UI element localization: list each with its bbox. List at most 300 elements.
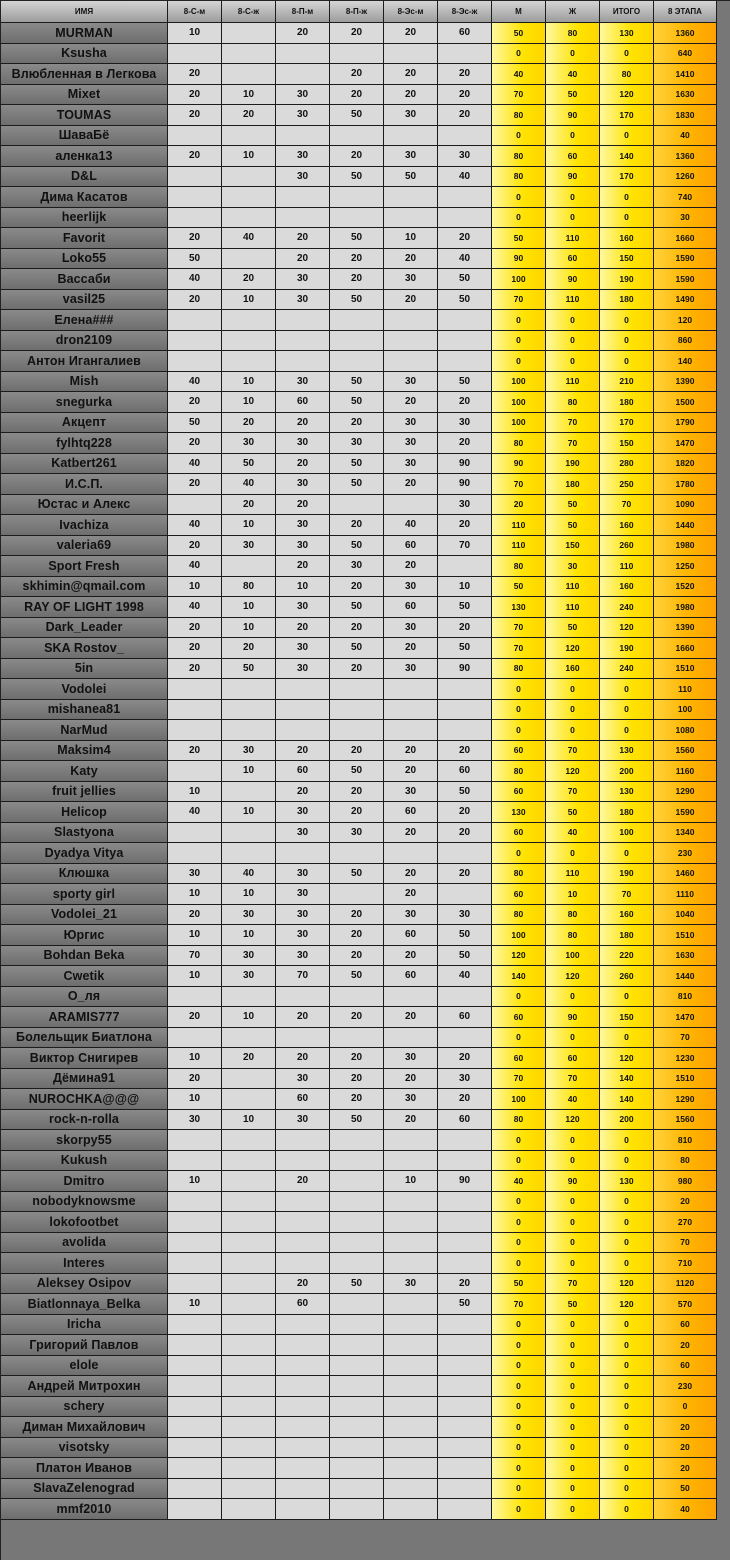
sum-total: 0 (600, 700, 654, 721)
sum-zh: 70 (546, 782, 600, 803)
score-8-p-zh: 50 (330, 167, 384, 188)
score-8-s-zh: 20 (222, 495, 276, 516)
sum-zh: 110 (546, 577, 600, 598)
total-8-stages: 1160 (654, 761, 717, 782)
sum-total: 240 (600, 659, 654, 680)
score-8-p-zh: 50 (330, 290, 384, 311)
sum-zh: 0 (546, 331, 600, 352)
sum-m: 0 (492, 1315, 546, 1336)
sum-m: 80 (492, 105, 546, 126)
score-8-es-m (384, 843, 438, 864)
score-8-p-zh: 50 (330, 228, 384, 249)
sum-m: 0 (492, 1028, 546, 1049)
sum-m: 100 (492, 392, 546, 413)
sum-total: 190 (600, 864, 654, 885)
score-8-es-m: 30 (384, 659, 438, 680)
sum-m: 80 (492, 761, 546, 782)
sum-zh: 120 (546, 1110, 600, 1131)
score-8-es-m: 60 (384, 536, 438, 557)
score-8-s-m (168, 1335, 222, 1356)
score-8-p-zh: 50 (330, 597, 384, 618)
score-8-p-zh: 20 (330, 925, 384, 946)
total-8-stages: 1230 (654, 1048, 717, 1069)
score-8-es-m (384, 331, 438, 352)
sum-total: 130 (600, 741, 654, 762)
score-8-s-m: 40 (168, 556, 222, 577)
total-8-stages: 1440 (654, 515, 717, 536)
score-8-es-zh: 20 (438, 433, 492, 454)
score-8-es-zh: 30 (438, 146, 492, 167)
score-8-s-m (168, 1438, 222, 1459)
score-8-s-zh (222, 720, 276, 741)
total-8-stages: 1520 (654, 577, 717, 598)
total-8-stages: 20 (654, 1438, 717, 1459)
sum-zh: 190 (546, 454, 600, 475)
score-8-es-m (384, 1130, 438, 1151)
score-8-s-m: 10 (168, 23, 222, 44)
score-8-p-zh: 30 (330, 556, 384, 577)
sum-m: 0 (492, 1130, 546, 1151)
score-8-s-m: 40 (168, 597, 222, 618)
participant-name: Interes (1, 1253, 168, 1274)
score-8-es-zh: 50 (438, 372, 492, 393)
score-8-s-m: 50 (168, 249, 222, 270)
score-8-es-zh: 60 (438, 1007, 492, 1028)
score-8-es-zh: 20 (438, 802, 492, 823)
sum-m: 70 (492, 1069, 546, 1090)
participant-name: Антон Игангалиев (1, 351, 168, 372)
sum-zh: 0 (546, 1356, 600, 1377)
participant-name: Sport Fresh (1, 556, 168, 577)
participant-name: D&L (1, 167, 168, 188)
sum-zh: 0 (546, 1397, 600, 1418)
score-8-p-m: 30 (276, 1069, 330, 1090)
score-8-p-zh: 20 (330, 249, 384, 270)
sum-total: 0 (600, 1315, 654, 1336)
score-8-s-m: 40 (168, 515, 222, 536)
score-8-p-zh: 50 (330, 105, 384, 126)
sum-zh: 60 (546, 146, 600, 167)
score-8-s-m: 30 (168, 1110, 222, 1131)
sum-zh: 90 (546, 1171, 600, 1192)
sum-total: 280 (600, 454, 654, 475)
total-8-stages: 1040 (654, 905, 717, 926)
score-8-p-m: 30 (276, 925, 330, 946)
score-8-es-zh: 30 (438, 1069, 492, 1090)
participant-name: Андрей Митрохин (1, 1376, 168, 1397)
total-8-stages: 860 (654, 331, 717, 352)
score-8-es-zh (438, 1315, 492, 1336)
score-8-s-m: 10 (168, 577, 222, 598)
score-8-s-m: 10 (168, 1294, 222, 1315)
score-8-s-m (168, 126, 222, 147)
sum-total: 190 (600, 269, 654, 290)
sum-m: 0 (492, 1438, 546, 1459)
score-8-es-m (384, 1315, 438, 1336)
score-8-s-zh (222, 700, 276, 721)
score-8-p-m: 20 (276, 23, 330, 44)
sum-zh: 50 (546, 1294, 600, 1315)
sum-total: 0 (600, 1130, 654, 1151)
sum-zh: 120 (546, 638, 600, 659)
sum-zh: 70 (546, 1274, 600, 1295)
participant-name: Katbert261 (1, 454, 168, 475)
score-8-p-zh (330, 331, 384, 352)
participant-name: Дима Касатов (1, 187, 168, 208)
sum-zh: 0 (546, 1376, 600, 1397)
sum-total: 0 (600, 310, 654, 331)
score-8-s-zh: 10 (222, 925, 276, 946)
score-8-s-zh: 10 (222, 1110, 276, 1131)
score-8-s-zh (222, 64, 276, 85)
score-8-s-m (168, 1417, 222, 1438)
header-8-es-m: 8-Эс-м (384, 1, 438, 23)
score-8-s-zh: 20 (222, 1048, 276, 1069)
score-8-s-zh (222, 1438, 276, 1459)
score-8-p-zh: 50 (330, 638, 384, 659)
score-8-es-zh: 20 (438, 823, 492, 844)
score-8-s-m: 20 (168, 618, 222, 639)
sum-zh: 120 (546, 761, 600, 782)
sum-m: 0 (492, 1499, 546, 1520)
participant-name: Aleksey Osipov (1, 1274, 168, 1295)
sum-zh: 50 (546, 495, 600, 516)
score-8-p-m: 30 (276, 597, 330, 618)
sum-m: 0 (492, 843, 546, 864)
score-8-s-m: 10 (168, 1048, 222, 1069)
participant-name: Григорий Павлов (1, 1335, 168, 1356)
sum-zh: 0 (546, 720, 600, 741)
participant-name: rock-n-rolla (1, 1110, 168, 1131)
sum-zh: 0 (546, 1130, 600, 1151)
total-8-stages: 20 (654, 1417, 717, 1438)
score-8-p-zh (330, 884, 384, 905)
total-8-stages: 30 (654, 208, 717, 229)
sum-m: 0 (492, 1376, 546, 1397)
total-8-stages: 1560 (654, 741, 717, 762)
score-8-es-m: 20 (384, 946, 438, 967)
total-8-stages: 1440 (654, 966, 717, 987)
score-8-p-zh: 20 (330, 802, 384, 823)
score-8-p-m: 30 (276, 1110, 330, 1131)
sum-total: 0 (600, 1479, 654, 1500)
score-8-s-m: 40 (168, 454, 222, 475)
sum-total: 130 (600, 782, 654, 803)
score-8-s-m: 20 (168, 638, 222, 659)
score-8-s-m: 20 (168, 105, 222, 126)
score-8-es-zh (438, 351, 492, 372)
participant-name: Favorit (1, 228, 168, 249)
total-8-stages: 1360 (654, 23, 717, 44)
score-8-s-zh (222, 1458, 276, 1479)
sum-total: 170 (600, 167, 654, 188)
score-8-s-zh (222, 1479, 276, 1500)
sum-m: 0 (492, 44, 546, 65)
sum-total: 0 (600, 1417, 654, 1438)
score-8-s-zh (222, 823, 276, 844)
sum-m: 0 (492, 1397, 546, 1418)
total-8-stages: 1410 (654, 64, 717, 85)
score-8-s-m: 20 (168, 905, 222, 926)
participant-name: elole (1, 1356, 168, 1377)
participant-name: Biatlonnaya_Belka (1, 1294, 168, 1315)
score-8-p-zh (330, 1335, 384, 1356)
sum-zh: 0 (546, 1212, 600, 1233)
sum-m: 90 (492, 249, 546, 270)
score-8-s-zh (222, 44, 276, 65)
score-8-s-zh (222, 1171, 276, 1192)
score-8-s-m (168, 679, 222, 700)
sum-total: 240 (600, 597, 654, 618)
sum-total: 120 (600, 85, 654, 106)
total-8-stages: 1980 (654, 597, 717, 618)
participant-name: Cwetik (1, 966, 168, 987)
score-8-es-m: 60 (384, 925, 438, 946)
score-8-s-m: 50 (168, 413, 222, 434)
score-8-p-m (276, 1028, 330, 1049)
score-8-s-zh: 20 (222, 638, 276, 659)
score-8-es-zh: 40 (438, 249, 492, 270)
score-8-p-zh: 50 (330, 1110, 384, 1131)
score-8-p-zh (330, 1397, 384, 1418)
total-8-stages: 110 (654, 679, 717, 700)
score-8-es-m (384, 126, 438, 147)
sum-total: 220 (600, 946, 654, 967)
score-8-es-zh: 60 (438, 1110, 492, 1131)
total-8-stages: 40 (654, 126, 717, 147)
total-8-stages: 70 (654, 1233, 717, 1254)
score-8-p-zh (330, 843, 384, 864)
score-8-p-zh (330, 1212, 384, 1233)
score-8-es-zh: 20 (438, 85, 492, 106)
participant-name: valeria69 (1, 536, 168, 557)
score-8-p-m (276, 700, 330, 721)
score-8-p-zh: 20 (330, 64, 384, 85)
sum-m: 0 (492, 1253, 546, 1274)
sum-m: 100 (492, 925, 546, 946)
score-8-p-zh (330, 208, 384, 229)
score-8-p-m (276, 720, 330, 741)
sum-total: 210 (600, 372, 654, 393)
score-8-s-zh: 30 (222, 741, 276, 762)
header-total: ИТОГО (600, 1, 654, 23)
score-8-p-zh (330, 1376, 384, 1397)
sum-zh: 110 (546, 372, 600, 393)
score-8-s-zh (222, 679, 276, 700)
score-8-es-zh: 50 (438, 597, 492, 618)
total-8-stages: 1390 (654, 618, 717, 639)
score-8-s-m (168, 1212, 222, 1233)
score-8-p-zh: 30 (330, 823, 384, 844)
score-8-s-zh: 30 (222, 966, 276, 987)
sum-total: 110 (600, 556, 654, 577)
sum-total: 0 (600, 679, 654, 700)
score-8-es-zh: 60 (438, 761, 492, 782)
total-8-stages: 40 (654, 1499, 717, 1520)
sum-zh: 110 (546, 597, 600, 618)
score-8-s-zh: 10 (222, 802, 276, 823)
sum-m: 130 (492, 597, 546, 618)
score-8-es-m (384, 700, 438, 721)
score-8-es-zh (438, 1151, 492, 1172)
score-8-p-zh: 20 (330, 1069, 384, 1090)
score-8-es-zh (438, 1458, 492, 1479)
score-8-es-zh: 30 (438, 413, 492, 434)
score-8-s-m (168, 987, 222, 1008)
score-8-es-m (384, 1479, 438, 1500)
score-8-p-m (276, 1192, 330, 1213)
score-8-p-m: 20 (276, 413, 330, 434)
score-8-p-m: 30 (276, 823, 330, 844)
header-8-s-m: 8-С-м (168, 1, 222, 23)
participant-name: Платон Иванов (1, 1458, 168, 1479)
sum-total: 0 (600, 187, 654, 208)
sum-total: 120 (600, 1274, 654, 1295)
participant-name: Loko55 (1, 249, 168, 270)
score-8-s-m (168, 331, 222, 352)
total-8-stages: 100 (654, 700, 717, 721)
score-8-es-zh: 50 (438, 925, 492, 946)
sum-total: 130 (600, 1171, 654, 1192)
score-8-s-zh: 10 (222, 884, 276, 905)
total-8-stages: 70 (654, 1028, 717, 1049)
score-8-es-m: 30 (384, 372, 438, 393)
participant-name: Slastyona (1, 823, 168, 844)
participant-name: Елена### (1, 310, 168, 331)
score-8-es-m: 20 (384, 1110, 438, 1131)
total-8-stages: 230 (654, 1376, 717, 1397)
total-8-stages: 1390 (654, 372, 717, 393)
sum-m: 100 (492, 372, 546, 393)
score-8-p-zh: 50 (330, 761, 384, 782)
sum-m: 80 (492, 864, 546, 885)
score-8-es-m: 20 (384, 761, 438, 782)
sum-total: 140 (600, 1069, 654, 1090)
participant-name: Юргис (1, 925, 168, 946)
participant-name: vasil25 (1, 290, 168, 311)
score-8-s-m (168, 1151, 222, 1172)
score-8-es-m: 30 (384, 905, 438, 926)
score-8-p-zh: 20 (330, 1007, 384, 1028)
sum-zh: 90 (546, 105, 600, 126)
sum-m: 70 (492, 1294, 546, 1315)
sum-zh: 0 (546, 1479, 600, 1500)
sum-m: 120 (492, 946, 546, 967)
score-8-es-zh (438, 987, 492, 1008)
score-8-s-m: 10 (168, 884, 222, 905)
score-8-s-zh: 10 (222, 515, 276, 536)
score-8-es-m: 20 (384, 884, 438, 905)
score-8-p-zh (330, 720, 384, 741)
participant-name: ARAMIS777 (1, 1007, 168, 1028)
sum-zh: 0 (546, 187, 600, 208)
sum-zh: 0 (546, 1315, 600, 1336)
sum-total: 160 (600, 577, 654, 598)
participant-name: Iricha (1, 1315, 168, 1336)
score-8-p-zh: 20 (330, 413, 384, 434)
sum-m: 100 (492, 1089, 546, 1110)
score-8-p-zh (330, 1253, 384, 1274)
total-8-stages: 20 (654, 1192, 717, 1213)
total-8-stages: 980 (654, 1171, 717, 1192)
sum-total: 0 (600, 1458, 654, 1479)
score-8-es-m (384, 187, 438, 208)
sum-total: 150 (600, 433, 654, 454)
participant-name: skhimin@qmail.com (1, 577, 168, 598)
score-8-p-zh: 20 (330, 577, 384, 598)
participant-name: schery (1, 1397, 168, 1418)
sum-total: 0 (600, 126, 654, 147)
score-8-s-zh: 80 (222, 577, 276, 598)
score-8-s-zh (222, 208, 276, 229)
total-8-stages: 1660 (654, 228, 717, 249)
score-8-p-m (276, 1458, 330, 1479)
score-8-s-m: 10 (168, 966, 222, 987)
score-8-s-m: 10 (168, 1171, 222, 1192)
sum-m: 80 (492, 556, 546, 577)
total-8-stages: 80 (654, 1151, 717, 1172)
total-8-stages: 270 (654, 1212, 717, 1233)
header-m: М (492, 1, 546, 23)
participant-name: sporty girl (1, 884, 168, 905)
sum-total: 100 (600, 823, 654, 844)
score-8-s-zh (222, 1274, 276, 1295)
score-8-p-m: 30 (276, 474, 330, 495)
total-8-stages: 1510 (654, 925, 717, 946)
score-8-p-m (276, 1417, 330, 1438)
score-8-s-zh: 10 (222, 85, 276, 106)
score-8-es-zh: 20 (438, 515, 492, 536)
sum-m: 70 (492, 85, 546, 106)
total-8-stages: 1590 (654, 802, 717, 823)
score-8-es-zh (438, 679, 492, 700)
sum-total: 0 (600, 1397, 654, 1418)
score-8-s-zh (222, 1376, 276, 1397)
participant-name: SKA Rostov_ (1, 638, 168, 659)
score-8-es-m (384, 44, 438, 65)
score-8-p-m: 60 (276, 761, 330, 782)
score-8-es-m: 30 (384, 618, 438, 639)
score-8-p-m: 20 (276, 454, 330, 475)
total-8-stages: 1790 (654, 413, 717, 434)
sum-zh: 90 (546, 167, 600, 188)
sum-m: 80 (492, 1110, 546, 1131)
score-8-p-zh: 20 (330, 741, 384, 762)
sum-total: 180 (600, 392, 654, 413)
sum-total: 180 (600, 802, 654, 823)
score-8-p-m: 20 (276, 228, 330, 249)
total-8-stages: 60 (654, 1356, 717, 1377)
score-8-s-m (168, 1315, 222, 1336)
sum-m: 110 (492, 536, 546, 557)
sum-total: 0 (600, 843, 654, 864)
score-8-es-zh: 30 (438, 905, 492, 926)
score-8-es-m: 30 (384, 413, 438, 434)
score-8-es-m (384, 679, 438, 700)
score-8-p-zh (330, 1479, 384, 1500)
sum-zh: 0 (546, 1335, 600, 1356)
sum-total: 250 (600, 474, 654, 495)
score-8-p-m (276, 843, 330, 864)
sum-m: 50 (492, 228, 546, 249)
score-8-p-zh (330, 1315, 384, 1336)
score-8-p-m: 30 (276, 659, 330, 680)
score-8-es-zh: 70 (438, 536, 492, 557)
participant-name: nobodyknowsme (1, 1192, 168, 1213)
sum-m: 60 (492, 884, 546, 905)
score-8-p-zh (330, 1171, 384, 1192)
score-8-es-m: 20 (384, 23, 438, 44)
